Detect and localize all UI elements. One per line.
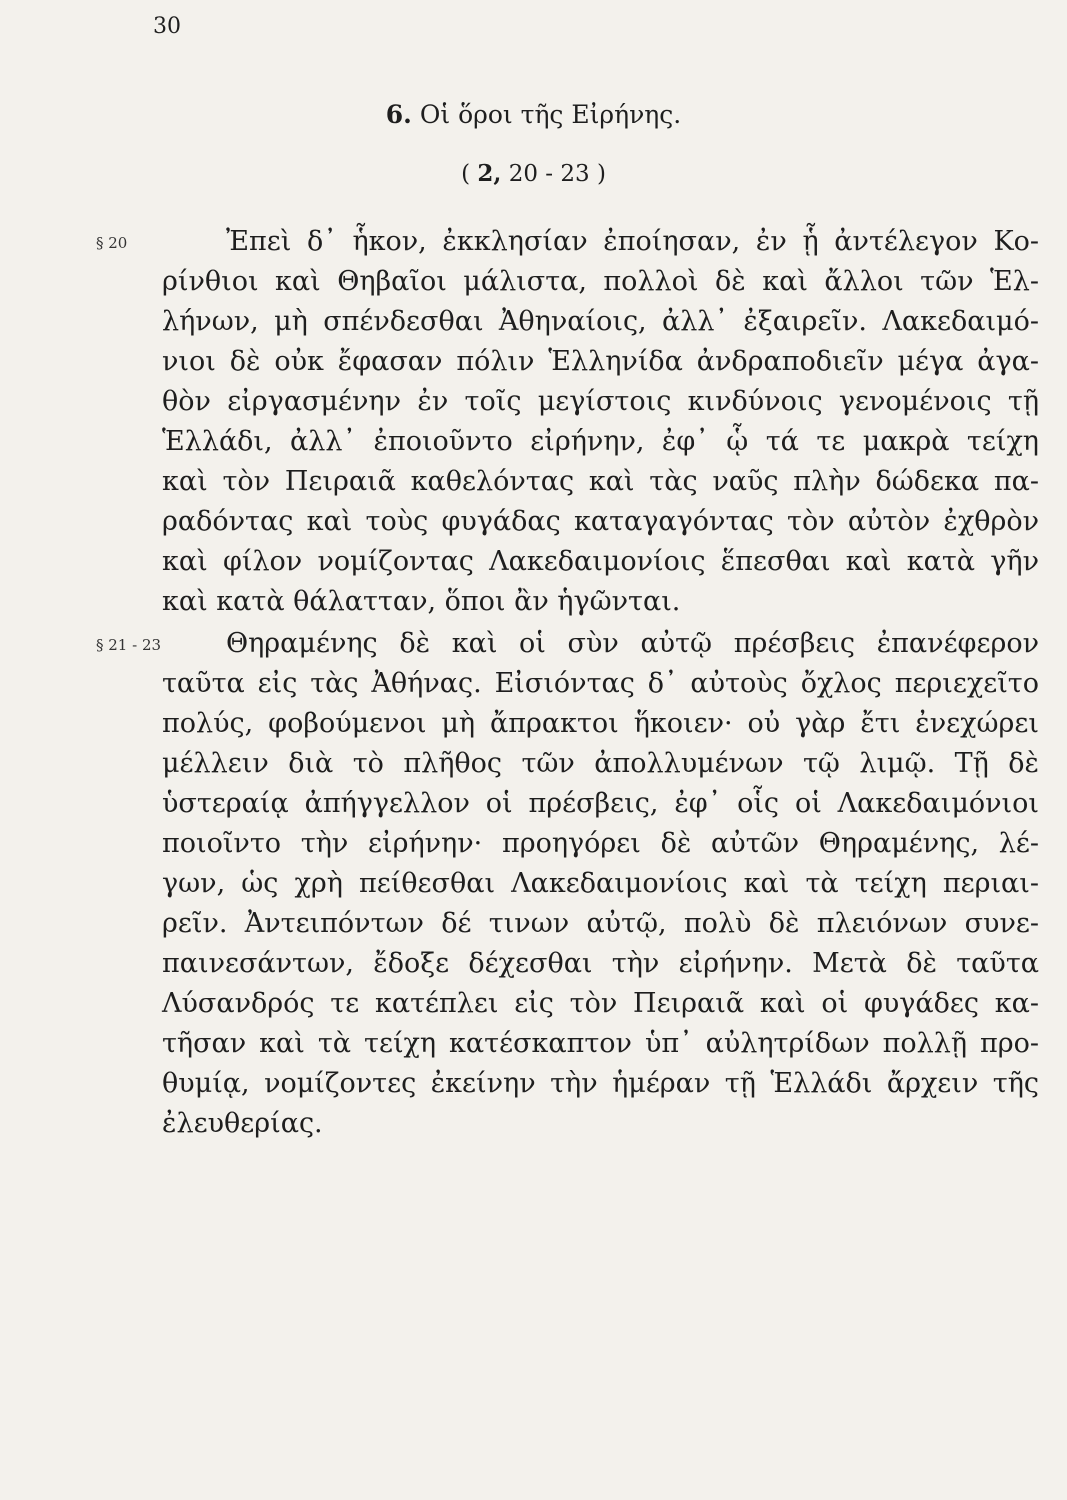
text-line: τῆσαν καὶ τὰ τείχη κατέσκαπτον ὑπ᾽ αὐλητρίδων πολλῇ προ- xyxy=(162,1028,1039,1059)
text-line: καὶ φίλον νομίζοντας Λακεδαιμονίοις ἕπεσθαι καὶ κατὰ γῆν xyxy=(162,546,1039,577)
chapter-title xyxy=(0,100,1067,129)
text-line: πολύς, φοβούμενοι μὴ ἄπρακτοι ἥκοιεν· οὐ γὰρ ἔτι ἐνεχώρει xyxy=(162,708,1039,739)
text-line: ἐλευθερίας. xyxy=(162,1108,323,1139)
text-line: γων, ὡς χρὴ πείθεσθαι Λακεδαιμονίοις καὶ τὰ τείχη περιαι- xyxy=(162,868,1039,899)
text-line: Ἑλλάδι, ἀλλ᾽ ἐποιοῦντο εἰρήνην, ἐφ᾽ ᾧ τά τε μακρὰ τείχη xyxy=(162,426,1039,457)
chapter-ref-range: 20 - 23 xyxy=(508,161,590,187)
chapter-number: 6. xyxy=(385,100,412,129)
text-line: ὑστεραίᾳ ἀπήγγελλον οἱ πρέσβεις, ἐφ᾽ οἷς οἱ Λακεδαιμόνιοι xyxy=(162,788,1039,819)
section-marker: § 21 - 23 xyxy=(96,636,162,654)
text-line: ραδόντας καὶ τοὺς φυγάδας καταγαγόντας τὸν αὐτὸν ἐχθρὸν xyxy=(162,506,1039,537)
chapter-ref-book: 2, xyxy=(477,160,502,187)
chapter-ref-close: ) xyxy=(596,161,606,187)
text-line: θὸν εἰργασμένην ἐν τοῖς μεγίστοις κινδύνοις γενομένοις τῇ xyxy=(162,386,1039,417)
text-line: λήνων, μὴ σπένδεσθαι Ἀθηναίοις, ἀλλ᾽ ἐξαιρεῖν. Λακεδαιμό- xyxy=(162,306,1039,337)
text-line: μέλλειν διὰ τὸ πλῆθος τῶν ἀπολλυμένων τῷ λιμῷ. Τῇ δὲ xyxy=(162,748,1039,779)
text-line: καὶ τὸν Πειραιᾶ καθελόντας καὶ τὰς ναῦς πλὴν δώδεκα πα- xyxy=(162,466,1039,497)
text-line: θυμίᾳ, νομίζοντες ἐκείνην τὴν ἡμέραν τῇ Ἑλλάδι ἄρχειν τῆς xyxy=(162,1068,1039,1099)
text-line: ταῦτα εἰς τὰς Ἀθήνας. Εἰσιόντας δ᾽ αὐτοὺς ὄχλος περιεχεῖτο xyxy=(162,668,1039,699)
page-number: 30 xyxy=(153,14,181,39)
chapter-title-text: Οἱ ὅροι τῆς Εἰρήνης. xyxy=(419,100,682,129)
text-line: ποιοῖντο τὴν εἰρήνην· προηγόρει δὲ αὐτῶν Θηραμένης, λέ- xyxy=(162,828,1039,859)
chapter-reference xyxy=(0,160,1067,187)
text-line: νιοι δὲ οὐκ ἔφασαν πόλιν Ἑλληνίδα ἀνδραποδιεῖν μέγα ἀγα- xyxy=(162,346,1039,377)
text-line: Ἐπεὶ δ᾽ ἧκον, ἐκκλησίαν ἐποίησαν, ἐν ᾗ ἀντέλεγον Κο- xyxy=(226,226,1039,257)
text-line: ρεῖν. Ἀντειπόντων δέ τινων αὐτῷ, πολὺ δὲ πλειόνων συνε- xyxy=(162,908,1039,939)
text-line: καὶ κατὰ θάλατταν, ὅποι ἂν ἡγῶνται. xyxy=(162,586,681,617)
text-line: παινεσάντων, ἔδοξε δέχεσθαι τὴν εἰρήνην. Μετὰ δὲ ταῦτα xyxy=(162,948,1039,979)
text-line: Λύσανδρός τε κατέπλει εἰς τὸν Πειραιᾶ καὶ οἱ φυγάδες κα- xyxy=(162,988,1039,1019)
section-marker: § 20 xyxy=(96,234,128,252)
text-line: Θηραμένης δὲ καὶ οἱ σὺν αὐτῷ πρέσβεις ἐπανέφερον xyxy=(226,628,1039,659)
chapter-ref-open: ( xyxy=(461,161,471,187)
text-line: ρίνθιοι καὶ Θηβαῖοι μάλιστα, πολλοὶ δὲ καὶ ἄλλοι τῶν Ἑλ- xyxy=(162,266,1039,297)
